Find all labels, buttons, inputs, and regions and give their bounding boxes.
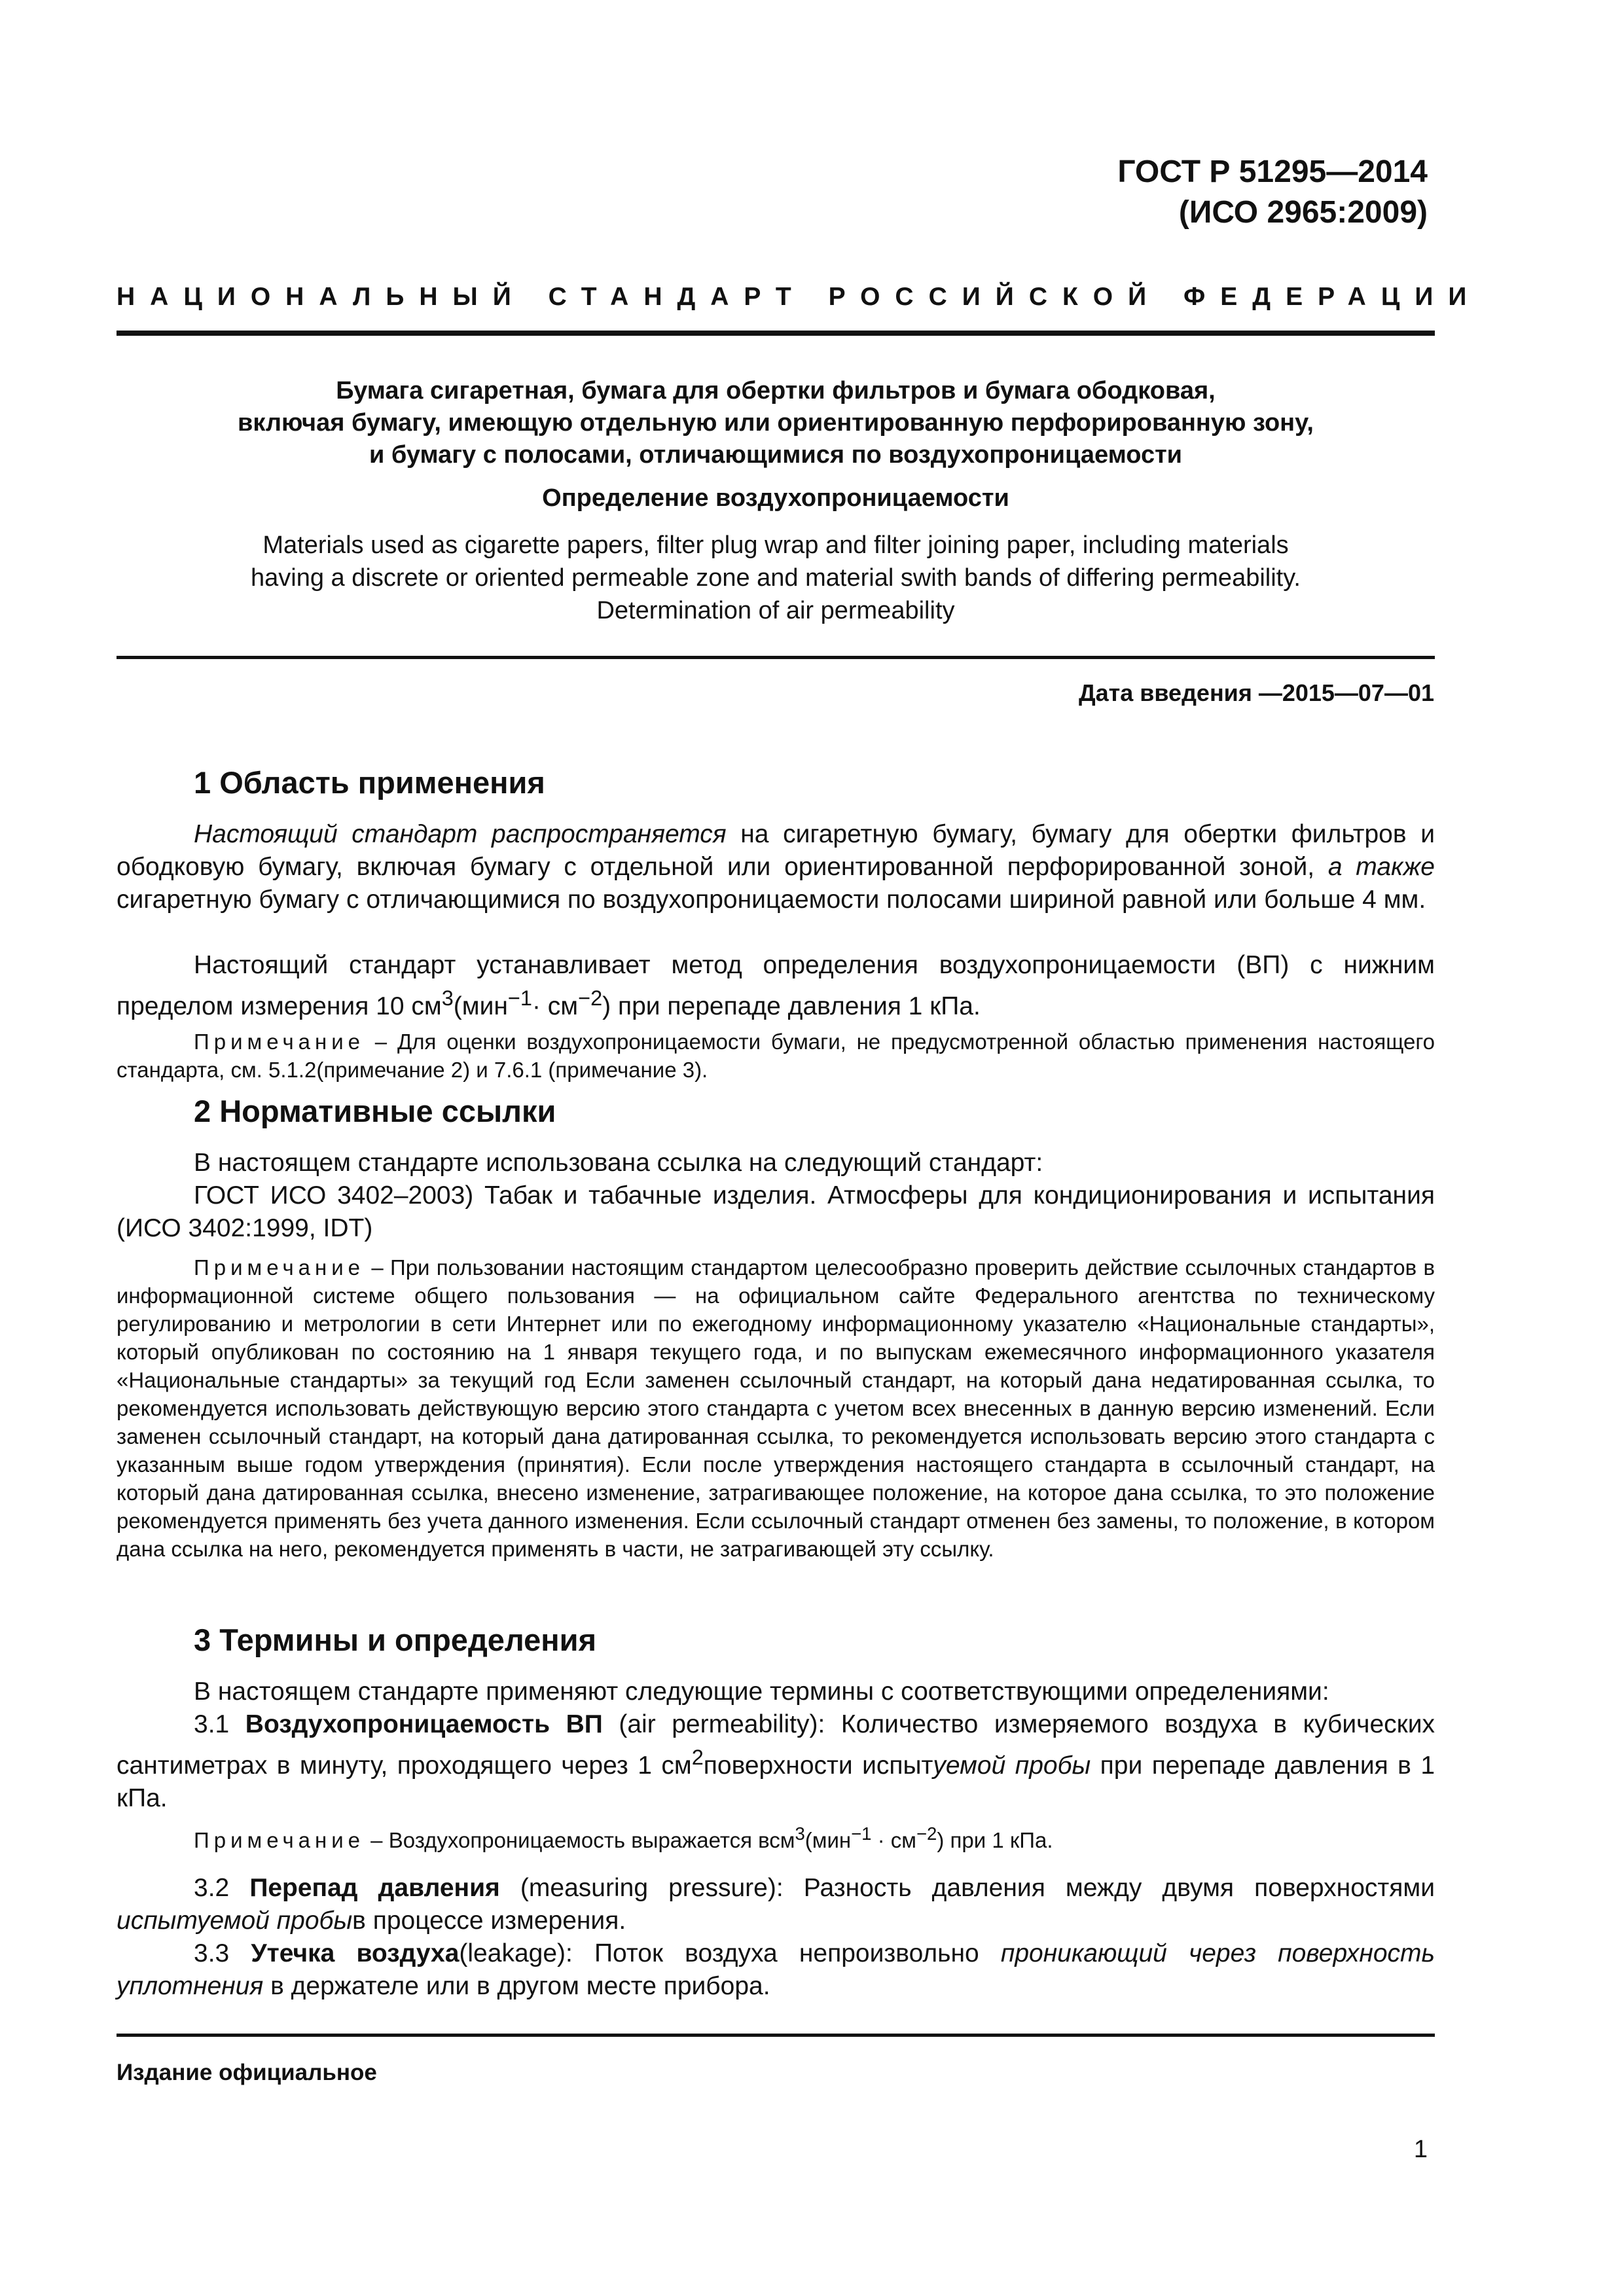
term-measuring-pressure	[117, 1872, 1435, 1937]
references-paragraph-2: ГОСТ ИСО 3402–2003) Табак и табачные изделия. Атмосферы для кондиционирования и испытания (ИСО 3402:1999, IDT)	[117, 1181, 1435, 1242]
national-standard-banner: НАЦИОНАЛЬНЫЙ СТАНДАРТ РОССИЙСКОЙ ФЕДЕРАЦИИ	[117, 283, 1482, 311]
title-line: и бумагу с полосами, отличающимися по воздухопроницаемости	[369, 441, 1183, 469]
italic-text: а также	[1327, 853, 1435, 881]
section-heading-scope: 1 Область применения	[194, 765, 545, 800]
superscript: −2	[578, 986, 603, 1010]
standard-code	[1117, 152, 1428, 233]
page-number: 1	[1413, 2136, 1428, 2163]
text: сигаретную бумагу с отличающимися по воздухопроницаемости полосами шириной равной или больше 4 мм.	[117, 886, 1426, 914]
term-name: Перепад давления	[249, 1874, 500, 1902]
term-air-permeability	[117, 1708, 1435, 1815]
text: (air permeability): Количество измеряемого воздуха в кубических сантиметрах в минуту, проходящего через 1 см	[117, 1710, 1435, 1780]
note-text: – При пользовании настоящим стандартом целесообразно проверить действие ссылочных стандартов в информационной системе общего пользования — на официальном сайте Федерального агентства по техническому регулированию и метрологии в сети Интернет или по ежегодному информационному указателю «Национальные стандарты», который опубликован по состоянию на 1 января текущего года, и по выпускам ежемесячного информационного указателя «Национальные стандарты» за текущий год Если заменен ссылочный стандарт, на который дана недатированная ссылка, то рекомендуется использовать действующую версию этого стандарта с учетом всех внесенных в данную версию изменений. Если заменен ссылочный стандарт, на который дана датированная ссылка, то рекомендуется использовать версию этого стандарта с указанным выше годом утверждения (принятия). Если после утверждения настоящего стандарта в ссылочный стандарт, на который дана датированная ссылка, внесено изменение, затрагивающее положение, на которое дана ссылка, то это положение рекомендуется применять без учета данного изменения. Если ссылочный стандарт отменен без замены, то положение, в котором дана ссылка на него, рекомендуется применять в части, не затрагивающей эту ссылку.	[117, 1255, 1435, 1561]
references-paragraph-1: В настоящем стандарте использована ссылка на следующий стандарт:	[194, 1149, 1043, 1177]
term-name: Утечка воздуха	[251, 1939, 460, 1967]
italic-text: уемой пробы	[933, 1751, 1091, 1780]
term-name: Воздухопроницаемость ВП	[245, 1710, 603, 1738]
document-title-ru	[117, 375, 1435, 471]
text: · см	[532, 992, 579, 1020]
references-note	[117, 1253, 1435, 1563]
term-number: 3.1	[194, 1710, 245, 1738]
term-number: 3.2	[194, 1874, 250, 1902]
italic-text: испытуемой пробы	[117, 1907, 353, 1935]
text: поверхности испыт	[703, 1751, 933, 1780]
note-text: ) при 1 кПа.	[937, 1828, 1053, 1852]
footer-rule	[117, 2034, 1435, 2037]
section-heading-terms: 3 Термины и определения	[194, 1623, 596, 1657]
terms-intro: В настоящем стандарте применяют следующие термины с соответствующими определениями:	[194, 1677, 1329, 1706]
section-heading-references: 2 Нормативные ссылки	[194, 1094, 556, 1128]
term-leakage	[117, 1937, 1435, 2003]
title-en-line: Determination of air permeability	[596, 597, 955, 624]
title-en-line: having a discrete or oriented permeable zone and material swith bands of differing permeability.	[251, 564, 1301, 592]
superscript: 3	[795, 1823, 805, 1844]
text: в процессе измерения.	[352, 1907, 626, 1935]
header-rule	[117, 331, 1435, 336]
italic-text: Настоящий стандарт распространяется	[194, 820, 727, 848]
note-text: · см	[871, 1828, 916, 1852]
scope-paragraph-1	[117, 818, 1435, 916]
term-number: 3.3	[194, 1939, 251, 1967]
text: (мин	[453, 992, 508, 1020]
text: (measuring pressure): Разность давления между двумя поверхностями	[499, 1874, 1435, 1902]
scope-note	[117, 1028, 1435, 1084]
document-subtitle: Определение воздухопроницаемости	[542, 484, 1009, 512]
title-en-line: Materials used as cigarette papers, filter plug wrap and filter joining paper, including materials	[262, 531, 1289, 559]
terms-note	[117, 1820, 1435, 1854]
document-title-en	[117, 529, 1435, 627]
note-label: Примечание	[194, 1255, 365, 1280]
text: при перепаде давления в 1 кПа.	[117, 1751, 1435, 1812]
note-text: – Для оценки воздухопроницаемости бумаги, не предусмотренной областью применения настоящего стандарта, см. 5.1.2(примечание 2) и 7.6.1 (примечание 3).	[117, 1030, 1435, 1082]
note-text: (мин	[804, 1828, 852, 1852]
italic-text: проникающий через поверхность уплотнения	[117, 1939, 1435, 2000]
text: на сигаретную бумагу, бумагу для обертки фильтров и ободковую бумагу, включая бумагу с отдельной или ориентированной перфорированной зоной,	[117, 820, 1435, 881]
superscript: −2	[916, 1823, 937, 1844]
superscript: 2	[691, 1746, 704, 1769]
superscript: −1	[851, 1823, 872, 1844]
superscript: −1	[507, 986, 532, 1010]
scope-paragraph-2	[117, 949, 1435, 1023]
edition-label: Издание официальное	[117, 2060, 377, 2085]
iso-reference: (ИСО 2965:2009)	[1178, 195, 1428, 230]
standard-number: ГОСТ Р 51295—2014	[1117, 154, 1428, 189]
note-label: Примечание	[194, 1828, 365, 1852]
note-label: Примечание	[194, 1030, 365, 1054]
text: ) при перепаде давления 1 кПа.	[602, 992, 981, 1020]
text: Настоящий стандарт устанавливает метод определения воздухопроницаемости (ВП) с нижним пределом измерения 10 см	[117, 951, 1435, 1020]
title-line: включая бумагу, имеющую отдельную или ориентированную перфорированную зону,	[238, 409, 1314, 437]
superscript: 3	[441, 986, 454, 1010]
title-rule	[117, 656, 1435, 659]
note-text: – Воздухопроницаемость выражается всм	[365, 1828, 795, 1852]
text: в держателе или в другом месте прибора.	[263, 1972, 770, 2000]
text: (leakage): Поток воздуха непроизвольно	[459, 1939, 1001, 1967]
introduction-date: Дата введения —2015—07—01	[1078, 679, 1434, 706]
title-line: Бумага сигаретная, бумага для обертки фильтров и бумага ободковая,	[336, 377, 1216, 404]
